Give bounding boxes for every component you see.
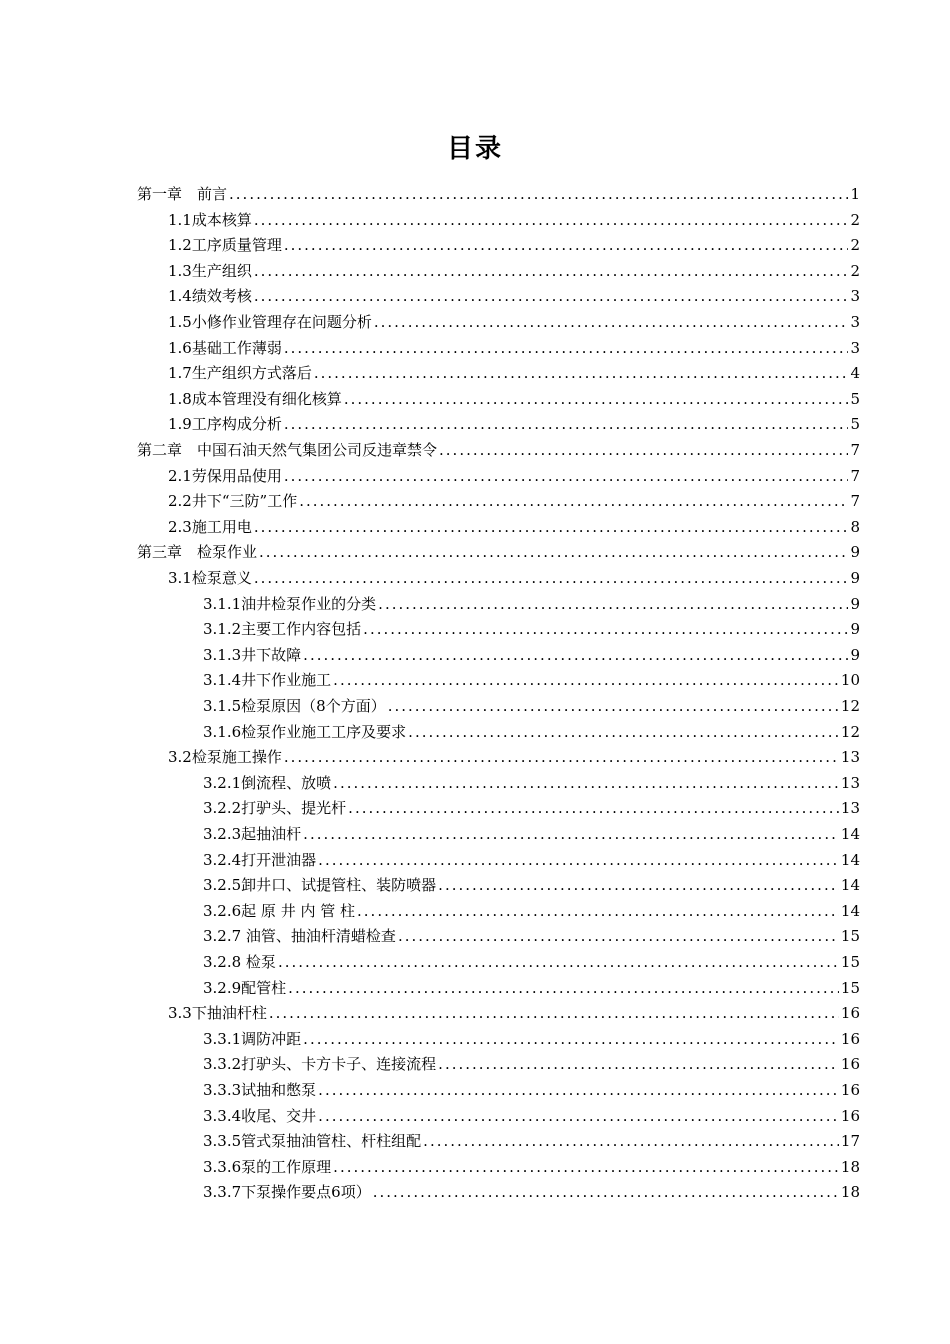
toc-entry-label: 1.3生产组织 [168, 261, 252, 280]
toc-entry-page-number: 5 [850, 389, 860, 408]
toc-entry-label: 3.2检泵施工操作 [168, 748, 282, 767]
toc-entry-label: 3.3.1调防冲距 [203, 1029, 302, 1048]
toc-entry-page-number: 7 [850, 492, 860, 511]
toc-entry-page-number: 13 [840, 799, 860, 818]
dot-leader [318, 1078, 839, 1103]
toc-entry-label: 3.1.2主要工作内容包括 [203, 620, 362, 639]
toc-entry-label: 3.3.5管式泵抽油管柱、杆柱组配 [203, 1132, 422, 1151]
toc-entry-page-number: 2 [850, 210, 860, 229]
dot-leader [318, 1104, 839, 1129]
toc-entry[interactable] [203, 1180, 860, 1205]
toc-entry-page-number: 7 [850, 466, 860, 485]
toc-entry-page-number: 13 [840, 748, 860, 767]
toc-entry[interactable] [203, 617, 860, 642]
toc-entry-page-number: 3 [850, 287, 860, 306]
dot-leader [398, 924, 839, 949]
toc-entry[interactable] [168, 1001, 860, 1026]
toc-entry-page-number: 2 [850, 236, 860, 255]
dot-leader [408, 720, 839, 745]
toc-entry[interactable] [137, 182, 860, 207]
toc-entry-label: 第三章 检泵作业 [137, 543, 258, 562]
toc-entry[interactable] [203, 899, 860, 924]
toc-entry[interactable] [203, 848, 860, 873]
dot-leader [333, 668, 839, 693]
toc-entry-page-number: 9 [850, 620, 860, 639]
toc-entry-label: 3.3.7下泵操作要点6项） [203, 1183, 371, 1202]
toc-entry[interactable] [203, 771, 860, 796]
toc-entry-label: 2.2井下“三防”工作 [168, 492, 298, 511]
toc-entry-label: 1.7生产组织方式落后 [168, 364, 312, 383]
toc-entry-label: 3.2.2打驴头、提光杆 [203, 799, 347, 818]
toc-entry[interactable] [203, 668, 860, 693]
dot-leader [438, 1052, 839, 1077]
toc-entry-label: 3.2.7 油管、抽油杆清蜡检查 [203, 927, 396, 946]
toc-entry-label: 3.2.9配管柱 [203, 978, 287, 997]
toc-entry[interactable] [203, 1155, 860, 1180]
toc-entry-page-number: 14 [840, 876, 860, 895]
toc-entry-page-number: 12 [840, 697, 860, 715]
dot-leader [269, 1001, 839, 1026]
toc-entry-label: 3.2.5卸井口、试提管柱、装防喷器 [203, 876, 437, 895]
toc-entry-label: 3.2.1倒流程、放喷 [203, 773, 332, 792]
toc-entry-page-number: 13 [840, 773, 860, 792]
toc-entry-label: 3.3.2打驴头、卡方卡子、连接流程 [203, 1055, 437, 1074]
toc-entry-page-number: 15 [840, 927, 860, 946]
toc-entry[interactable] [168, 361, 860, 386]
dot-leader [423, 1129, 839, 1154]
dot-leader [303, 822, 839, 847]
dot-leader [373, 1180, 839, 1205]
toc-entry[interactable] [203, 1027, 860, 1052]
toc-entry-label: 3.3下抽油杆柱 [168, 1004, 267, 1023]
toc-entry[interactable] [168, 515, 860, 540]
dot-leader [284, 412, 849, 437]
toc-entry-label: 2.1劳保用品使用 [168, 466, 282, 485]
toc-entry-label: 3.1.3井下故障 [203, 645, 302, 664]
dot-leader [439, 438, 848, 463]
dot-leader [254, 566, 849, 591]
toc-entry[interactable] [168, 310, 860, 335]
toc-entry[interactable] [137, 540, 860, 565]
dot-leader [344, 387, 849, 412]
dot-leader [314, 361, 849, 386]
toc-entry[interactable] [203, 720, 860, 745]
toc-entry-label: 3.3.4收尾、交井 [203, 1106, 317, 1125]
toc-title: 目录 [446, 134, 503, 164]
dot-leader [333, 771, 839, 796]
toc-entry-label: 1.1成本核算 [168, 210, 252, 229]
toc-entry-page-number: 17 [840, 1132, 860, 1151]
toc-entry-label: 3.2.6起 原 井 内 管 柱 [203, 901, 356, 920]
dot-leader [229, 182, 848, 207]
dot-leader [288, 976, 839, 1001]
toc-entry[interactable] [168, 412, 860, 437]
dot-leader [259, 540, 848, 565]
toc-entry[interactable] [203, 1052, 860, 1077]
toc-entry[interactable] [168, 489, 860, 514]
toc-entry-label: 2.3施工用电 [168, 517, 252, 536]
toc-entry[interactable] [168, 233, 860, 258]
dot-leader [254, 284, 849, 309]
toc-entry-page-number: 16 [840, 1055, 860, 1074]
dot-leader [374, 310, 849, 335]
toc-entry-page-number: 9 [850, 645, 860, 664]
dot-leader [254, 259, 849, 284]
dot-leader [378, 592, 848, 617]
toc-entry-page-number: 16 [840, 1029, 860, 1048]
toc-entry-page-number: 3 [850, 338, 860, 357]
toc-entry-label: 3.1.6检泵作业施工工序及要求 [203, 722, 407, 741]
toc-entry-label: 3.1.5检泵原因（8个方面） [203, 697, 386, 715]
dot-leader [318, 848, 839, 873]
toc-entry[interactable] [203, 796, 860, 821]
toc-entry[interactable] [203, 950, 860, 975]
toc-entry[interactable] [137, 438, 860, 463]
dot-leader [278, 950, 839, 975]
toc-entry[interactable] [203, 694, 860, 719]
dot-leader [299, 489, 848, 514]
toc-entry[interactable] [203, 1078, 860, 1103]
toc-entry-label: 3.2.4打开泄油器 [203, 850, 317, 869]
dot-leader [284, 464, 849, 489]
toc-entry-page-number: 16 [840, 1106, 860, 1125]
toc-entry-label: 3.1.4井下作业施工 [203, 671, 332, 690]
toc-entry[interactable] [203, 592, 860, 617]
toc-entry-label: 1.9工序构成分析 [168, 415, 282, 434]
toc-entry-page-number: 15 [840, 978, 860, 997]
toc-entry[interactable] [168, 284, 860, 309]
toc-entry-page-number: 16 [840, 1004, 860, 1023]
toc-entry-page-number: 14 [840, 901, 860, 920]
toc-entry-page-number: 18 [840, 1183, 860, 1202]
toc-entry-label: 1.5小修作业管理存在问题分析 [168, 313, 372, 331]
toc-entry-page-number: 14 [840, 825, 860, 843]
toc-entry[interactable] [168, 387, 860, 412]
toc-entry[interactable] [203, 976, 860, 1001]
toc-entry-label: 第一章 前言 [137, 185, 228, 203]
dot-leader [388, 694, 839, 719]
dot-leader [333, 1155, 839, 1180]
toc-entry-page-number: 18 [840, 1157, 860, 1176]
toc-entry[interactable] [168, 208, 860, 233]
toc-entry-page-number: 8 [850, 517, 860, 536]
toc-entry-page-number: 9 [850, 569, 860, 587]
toc-entry-label: 3.2.8 检泵 [203, 953, 276, 971]
toc-entry-label: 3.3.6泵的工作原理 [203, 1157, 332, 1176]
toc-entry[interactable] [203, 1104, 860, 1129]
toc-entry-label: 1.4绩效考核 [168, 287, 252, 306]
dot-leader [284, 233, 849, 258]
toc-entry[interactable] [168, 745, 860, 770]
toc-entry-page-number: 12 [840, 722, 860, 741]
dot-leader [303, 1027, 839, 1052]
toc-entry-page-number: 15 [840, 953, 860, 971]
dot-leader [284, 336, 849, 361]
toc-entry-page-number: 7 [850, 441, 860, 459]
toc-entry[interactable] [168, 464, 860, 489]
dot-leader [363, 617, 848, 642]
toc-entry-label: 1.6基础工作薄弱 [168, 338, 282, 357]
toc-entry-label: 3.1.1油井检泵作业的分类 [203, 594, 377, 613]
toc-entry[interactable] [203, 873, 860, 898]
dot-leader [254, 208, 849, 233]
toc-entry[interactable] [168, 566, 860, 591]
toc-entry-page-number: 9 [850, 594, 860, 613]
toc-entry-label: 1.8成本管理没有细化核算 [168, 389, 342, 408]
toc-entry-label: 第二章 中国石油天然气集团公司反违章禁令 [137, 441, 438, 459]
dot-leader [284, 745, 839, 770]
toc-entry[interactable] [203, 1129, 860, 1154]
toc-entry-page-number: 1 [850, 185, 860, 203]
toc-entry-label: 1.2工序质量管理 [168, 236, 282, 255]
toc-entry[interactable] [203, 643, 860, 668]
dot-leader [303, 643, 848, 668]
toc-entry[interactable] [203, 822, 860, 847]
toc-entry-page-number: 4 [850, 364, 860, 383]
toc-entry-page-number: 10 [840, 671, 860, 690]
dot-leader [348, 796, 839, 821]
toc-entry-label: 3.1检泵意义 [168, 569, 252, 587]
dot-leader [254, 515, 849, 540]
toc-entry-page-number: 2 [850, 261, 860, 280]
toc-entry-label: 3.2.3起抽油杆 [203, 825, 302, 843]
toc-entry-page-number: 3 [850, 313, 860, 331]
toc-entry-page-number: 5 [850, 415, 860, 434]
toc-entry-page-number: 16 [840, 1081, 860, 1099]
dot-leader [438, 873, 839, 898]
toc-entry[interactable] [168, 336, 860, 361]
toc-entry[interactable] [168, 259, 860, 284]
toc-entry[interactable] [203, 924, 860, 949]
toc-entry-page-number: 9 [850, 543, 860, 562]
toc-entry-label: 3.3.3试抽和憋泵 [203, 1081, 317, 1099]
toc-entry-page-number: 14 [840, 850, 860, 869]
dot-leader [357, 899, 839, 924]
